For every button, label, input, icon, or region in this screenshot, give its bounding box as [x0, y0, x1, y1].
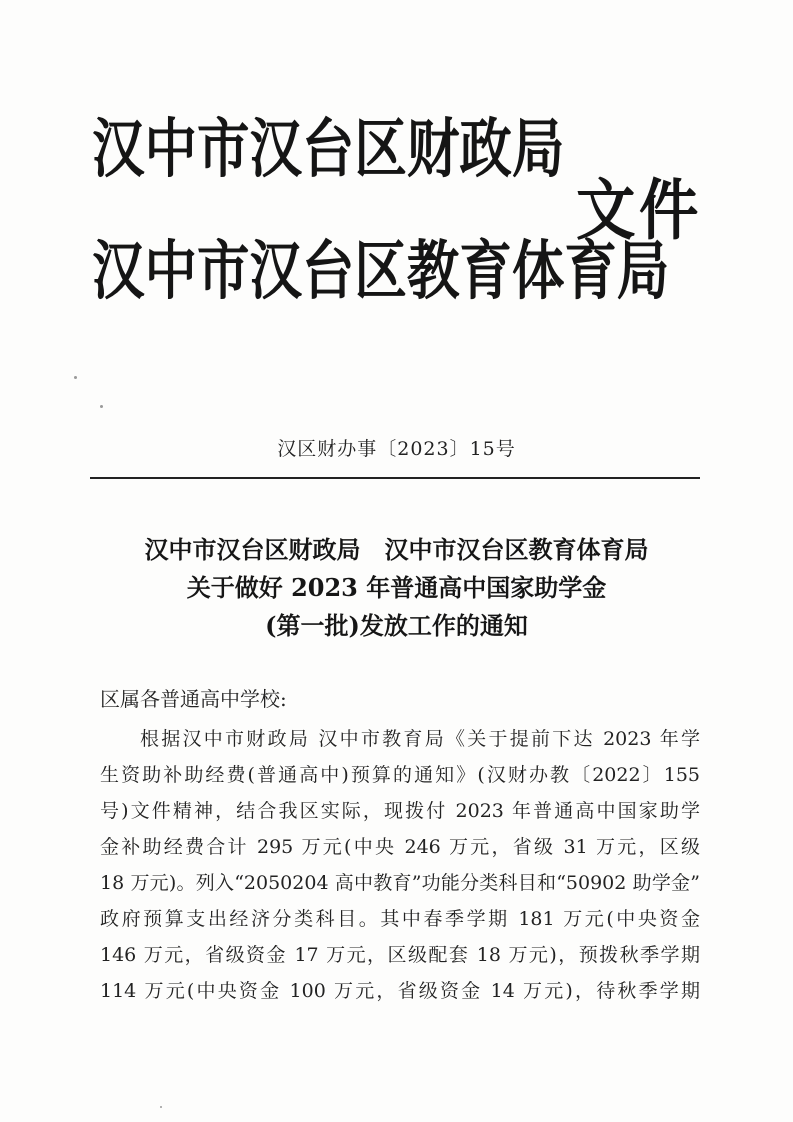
body-line: 146 万元，省级资金 17 万元，区级配套 18 万元)，预拨秋季学期: [100, 944, 700, 966]
title-line-1: 汉中市汉台区财政局 汉中市汉台区教育体育局: [144, 535, 649, 564]
body-line: 114 万元(中央资金 100 万元，省级资金 14 万元)，待秋季学期: [100, 980, 700, 1002]
body-line: 生资助补助经费(普通高中)预算的通知》(汉财办教〔2022〕155: [100, 764, 700, 786]
document-label: 文件: [576, 172, 702, 249]
scan-speck: [160, 1106, 162, 1108]
body-line: 金补助经费合计 295 万元(中央 246 万元，省级 31 万元，区级: [100, 836, 700, 858]
body-line: 政府预算支出经济分类科目。其中春季学期 181 万元(中央资金: [100, 908, 700, 930]
body-line: 根据汉中市财政局 汉中市教育局《关于提前下达 2023 年学: [140, 728, 700, 750]
title-line-3: (第一批)发放工作的通知: [265, 611, 528, 640]
scan-speck: [100, 405, 103, 408]
title-line-2: 关于做好 2023 年普通高中国家助学金: [186, 573, 607, 602]
issuer-education-sports-bureau: 汉中市汉台区教育体育局: [92, 235, 670, 309]
salutation: 区属各普通高中学校:: [100, 687, 287, 711]
issuer-finance-bureau: 汉中市汉台区财政局: [92, 113, 565, 187]
body-line: 18 万元)。列入“2050204 高中教育”功能分类科目和“50902 助学金”: [100, 872, 700, 894]
body-line: 号)文件精神，结合我区实际，现拨付 2023 年普通高中国家助学: [100, 800, 700, 822]
header-divider: [90, 477, 700, 479]
document-number: 汉区财办事〔2023〕15号: [277, 438, 516, 460]
scan-speck: [74, 376, 77, 379]
